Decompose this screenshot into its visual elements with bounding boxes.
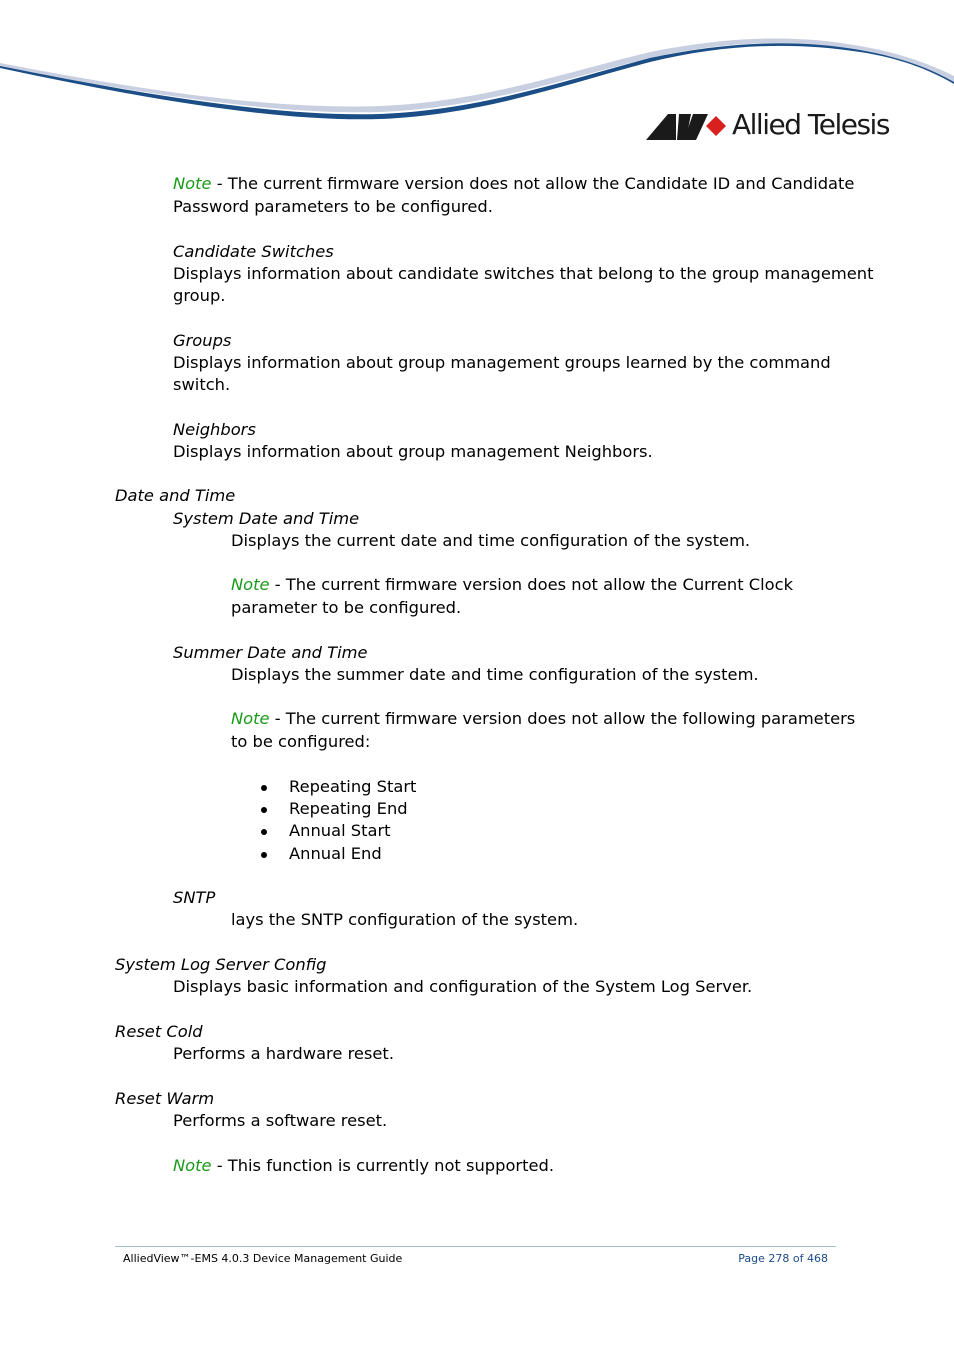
footer-document-title: AlliedView™-EMS 4.0.3 Device Management Guide	[123, 1252, 403, 1265]
note-label: Note	[231, 575, 270, 594]
heading-reset-warm: Reset Warm	[115, 1089, 215, 1108]
note-label: Note	[231, 709, 270, 728]
footer-page-number: Page 278 of 468	[738, 1252, 828, 1265]
bullet-icon	[261, 785, 267, 791]
note-summer-params: Note - The current firmware version does not allow the following parameters	[231, 709, 856, 728]
heading-neighbors: Neighbors	[173, 420, 256, 439]
bullet-icon	[261, 852, 267, 858]
list-item: Repeating End	[289, 799, 408, 818]
note-current-clock-line2: parameter to be configured.	[231, 598, 462, 617]
heading-sntp: SNTP	[173, 888, 216, 907]
groups-desc-line1: Displays information about group management groups learned by the command	[173, 353, 831, 372]
brand-name: Allied Telesis	[732, 108, 889, 141]
heading-groups: Groups	[173, 331, 232, 350]
list-item: Annual End	[289, 844, 382, 863]
system-date-desc: Displays the current date and time configuration of the system.	[231, 531, 751, 550]
summer-date-desc: Displays the summer date and time configuration of the system.	[231, 665, 759, 684]
groups-desc-line2: switch.	[173, 375, 231, 394]
note-summer-params-line2: to be configured:	[231, 732, 371, 751]
heading-system-log-server: System Log Server Config	[115, 955, 327, 974]
note-current-clock: Note - The current firmware version does not allow the Current Clock	[231, 575, 794, 594]
note-label: Note	[173, 174, 212, 193]
syslog-desc: Displays basic information and configuration of the System Log Server.	[173, 977, 753, 996]
footer-divider	[115, 1246, 836, 1247]
heading-summer-date-time: Summer Date and Time	[173, 643, 368, 662]
neighbors-desc: Displays information about group management Neighbors.	[173, 442, 653, 461]
heading-date-and-time: Date and Time	[115, 486, 236, 505]
heading-reset-cold: Reset Cold	[115, 1022, 203, 1041]
note-label: Note	[173, 1156, 212, 1175]
list-item: Repeating Start	[289, 777, 417, 796]
note-not-supported: Note - This function is currently not supported.	[173, 1156, 555, 1175]
bullet-icon	[261, 829, 267, 835]
bullet-icon	[261, 807, 267, 813]
heading-system-date-time: System Date and Time	[173, 509, 360, 528]
candidate-desc-line1: Displays information about candidate switches that belong to the group management	[173, 264, 874, 283]
reset-cold-desc: Performs a hardware reset.	[173, 1044, 394, 1063]
allied-telesis-logo	[646, 108, 906, 148]
note-candidate-id-line2: Password parameters to be configured.	[173, 197, 493, 216]
sntp-desc: lays the SNTP configuration of the system.	[231, 910, 579, 929]
heading-candidate-switches: Candidate Switches	[173, 242, 334, 261]
note-candidate-id: Note - The current firmware version does not allow the Candidate ID and Candidate	[173, 174, 855, 193]
candidate-desc-line2: group.	[173, 286, 226, 305]
list-item: Annual Start	[289, 821, 391, 840]
logo-mark-icon	[646, 114, 730, 140]
reset-warm-desc: Performs a software reset.	[173, 1111, 388, 1130]
